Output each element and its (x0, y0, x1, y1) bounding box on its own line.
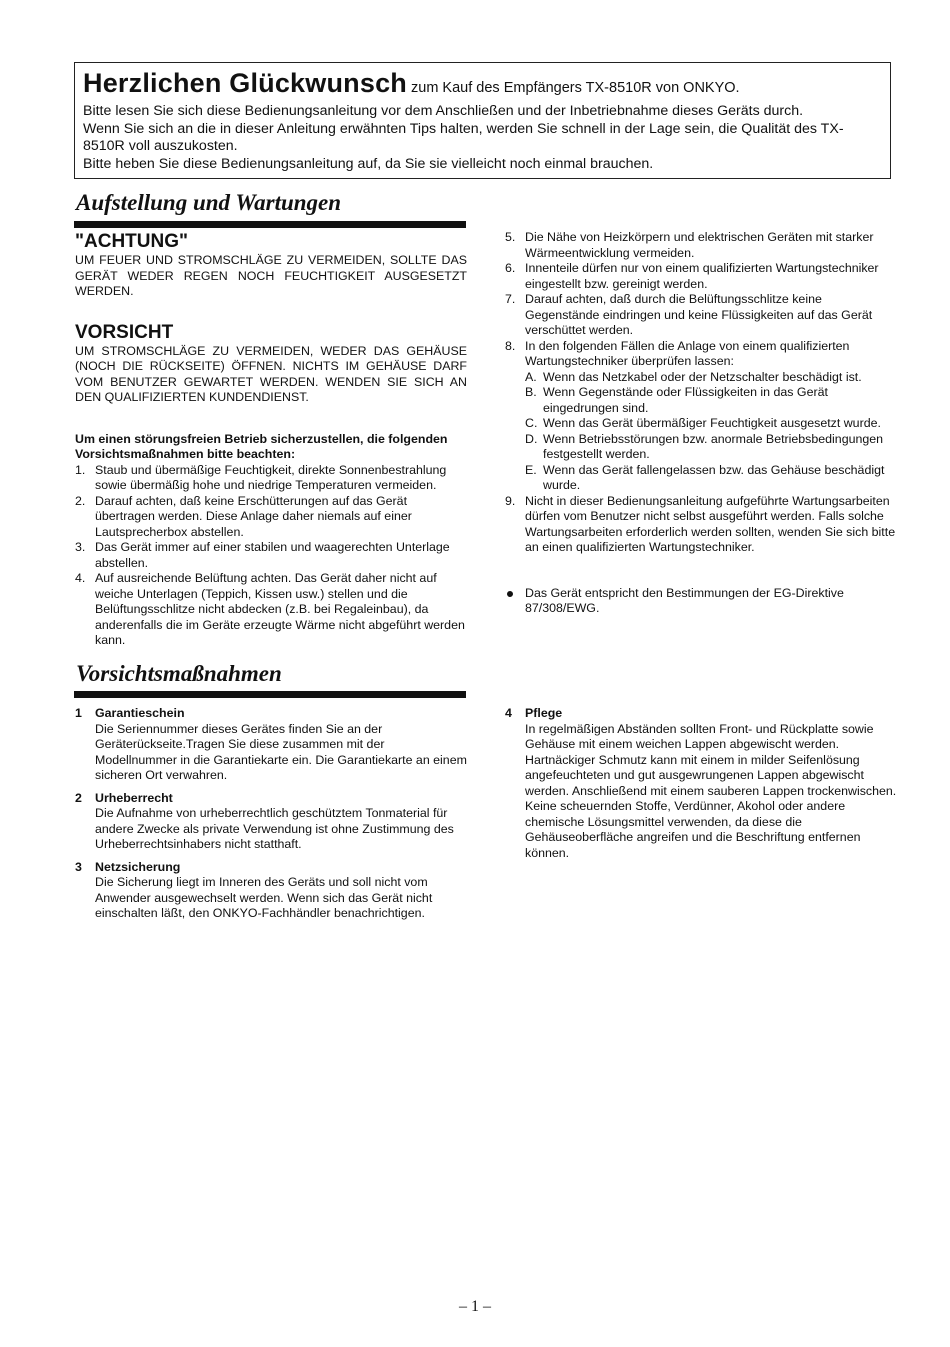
sub-list (525, 370, 898, 494)
list-item: 2. Darauf achten, daß keine Erschütterungen auf das Gerät übertragen werden. Diese Anlage daher niemals auf einer Lautsprecherbox abstellen. (75, 493, 412, 539)
intro-heading (83, 68, 882, 103)
page-number: – 1 – (459, 1298, 491, 1315)
precaution-item-garantieschein: 1 Garantieschein Die Seriennummer dieses Gerätes finden Sie an der Geräterückseite.Tragen Sie diese zusammen mit der Modellnummer in die Garantiekarte ein. Die Garantiekarte an einem sicheren Ort verwahren. (75, 706, 467, 782)
sub-list-item: A. Wenn das Netzkabel oder der Netzschalter beschädigt ist. (525, 369, 862, 384)
list-item: 8. In den folgenden Fällen die Anlage von einem qualifizierten Wartungstechniker überprüfen lassen: A. Wenn das Netzkabel oder der Netzschalter beschädigt ist. B. Wenn Gegenstände oder Flüssigkeiten in das Gerät eingedrungen sind. C. Wenn das Gerät übermäßiger Feuchtigkeit ausgesetzt wurde. D. Wenn Betriebsstörungen bzw. anormale Betriebsbedingungen festgestellt werden. E. Wenn das Gerät fallengelassen bzw. das Gehäuse beschädigt wurde. (505, 339, 898, 494)
eg-directive-note: Das Gerät entspricht den Bestimmungen der EG-Direktive 87/308/EWG. (505, 586, 898, 617)
right-column-safety (505, 230, 898, 617)
list-item: 3. Das Gerät immer auf einer stabilen und waagerechten Unterlage abstellen. (75, 540, 450, 570)
intro-title: Herzlichen Glückwunsch (83, 68, 407, 98)
list-item: 1. Staub und übermäßige Feuchtigkeit, direkte Sonnenbestrahlung sowie übermäßig hohe und niedrige Temperaturen vermeiden. (75, 462, 447, 492)
list-item: 6. Innenteile dürfen nur von einem qualifizierten Wartungstechniker eingestellt bzw. gereinigt werden. (505, 261, 879, 291)
list-item: 5. Die Nähe von Heizkörpern und elektrischen Geräten mit starker Wärmeentwicklung vermeiden. (505, 230, 874, 260)
sub-list-item: E. Wenn das Gerät fallengelassen bzw. das Gehäuse beschädigt wurde. (525, 462, 885, 492)
intro-line-3: Bitte heben Sie diese Bedienungsanleitung auf, da Sie sie vielleicht noch einmal brauchen. (83, 155, 654, 172)
intro-line-1: Bitte lesen Sie sich diese Bedienungsanleitung vor dem Anschließen und der Inbetriebnahme dieses Geräts durch. (83, 103, 804, 119)
intro-box (74, 62, 891, 179)
vorsicht-heading: VORSICHT (75, 321, 174, 343)
section-rule (74, 691, 466, 698)
left-column-safety (75, 231, 467, 649)
precautions-list-right (505, 230, 898, 556)
bullet-icon (507, 591, 513, 597)
precaution-item-urheberrecht: 2 Urheberrecht Die Aufnahme von urheberrechtlich geschütztem Tonmaterial für andere Zwecke als private Verwendung ist ohne Zustimmung des Urheberrechtsinhabers nicht statthaft. (75, 790, 454, 851)
precautions-intro: Um einen störungsfreien Betrieb sicherzustellen, die folgenden Vorsichtsmaßnahmen bitte beachten: (75, 431, 448, 461)
vorsicht-text: UM STROMSCHLÄGE ZU VERMEIDEN, WEDER DAS GEHÄUSE (NOCH DIE RÜCKSEITE) ÖFFNEN. NICHTS IM GEHÄUSE DARF VOM BENUTZER GEWARTET WERDEN. WENDEN SIE SICH AN DEN QUALIFIZIERTEN KUNDENDIENST. (75, 343, 467, 404)
list-item: 7. Darauf achten, daß durch die Belüftungsschlitze keine Gegenstände eindringen und keine Flüssigkeiten auf das Gerät verschüttet werden. (505, 292, 873, 337)
list-item: 9. Nicht in dieser Bedienungsanleitung aufgeführte Wartungsarbeiten dürfen vom Benutzer nicht selbst ausgeführt werden. Falls solche Wartungsarbeiten erforderlich werden sollten, wenden Sie sich bitte an einen qualifizierten Wartungstechniker. (505, 493, 896, 554)
section-title-aufstellung: Aufstellung und Wartungen (76, 190, 342, 215)
section-title-vorsichtsmassnahmen: Vorsichtsmaßnahmen (76, 661, 282, 686)
intro-line-2: Wenn Sie sich an die in dieser Anleitung erwähnten Tips halten, werden Sie schnell in der Lage sein, die Qualität des TX-8510R voll auszukosten. (83, 120, 844, 154)
section-rule (74, 221, 466, 228)
sub-list-item: C. Wenn das Gerät übermäßiger Feuchtigkeit ausgesetzt wurde. (525, 416, 881, 430)
sub-list-item: D. Wenn Betriebsstörungen bzw. anormale Betriebsbedingungen festgestellt werden. (525, 431, 884, 461)
precaution-item-netzsicherung: 3 Netzsicherung Die Sicherung liegt im Inneren des Geräts und soll nicht vom Anwender ausgewechselt werden. Wenn sich das Gerät nicht einschalten läßt, den ONKYO-Fachhändler benachrichtigen. (75, 859, 433, 920)
achtung-heading: "ACHTUNG" (75, 231, 189, 252)
intro-subtitle: zum Kauf des Empfängers TX-8510R von ONKYO. (406, 80, 740, 96)
precautions-list-left (75, 463, 467, 649)
sub-list-item: B. Wenn Gegenstände oder Flüssigkeiten in das Gerät eingedrungen sind. (525, 385, 828, 415)
list-item: 4. Auf ausreichende Belüftung achten. Das Gerät daher nicht auf weiche Unterlagen (Teppich, Kissen usw.) stellen und die Belüftungsschlitze nicht abdecken (z.B. bei Regaleinbau), da anderenfalls die im Geräte erzeugte Wärme nicht abgeführt werden kann. (75, 571, 465, 647)
precaution-item-pflege: 4 Pflege In regelmäßigen Abständen sollten Front- und Rückplatte sowie Gehäuse mit einem weichen Lappen abgewischt werden. Hartnäckiger Schmutz kann mit einem in milder Seifenlösung angefeuchteten und gut ausgewrungenen Lappen abgewischt werden. Anschließend mit einem sauberen Lappen trockenwischen. Keine scheuernden Stoffe, Verdünner, Akohol oder andere chemische Lösungsmittel verwenden, da diese die Gehäuseoberfläche angreifen und die Beschriftung entfernen können. (505, 706, 897, 860)
right-column-precautions (505, 706, 898, 868)
achtung-text: UM FEUER UND STROMSCHLÄGE ZU VERMEIDEN, SOLLTE DAS GERÄT WEDER REGEN NOCH FEUCHTIGKEIT AUSGESETZT WERDEN. (75, 253, 467, 298)
left-column-precautions (75, 706, 467, 929)
